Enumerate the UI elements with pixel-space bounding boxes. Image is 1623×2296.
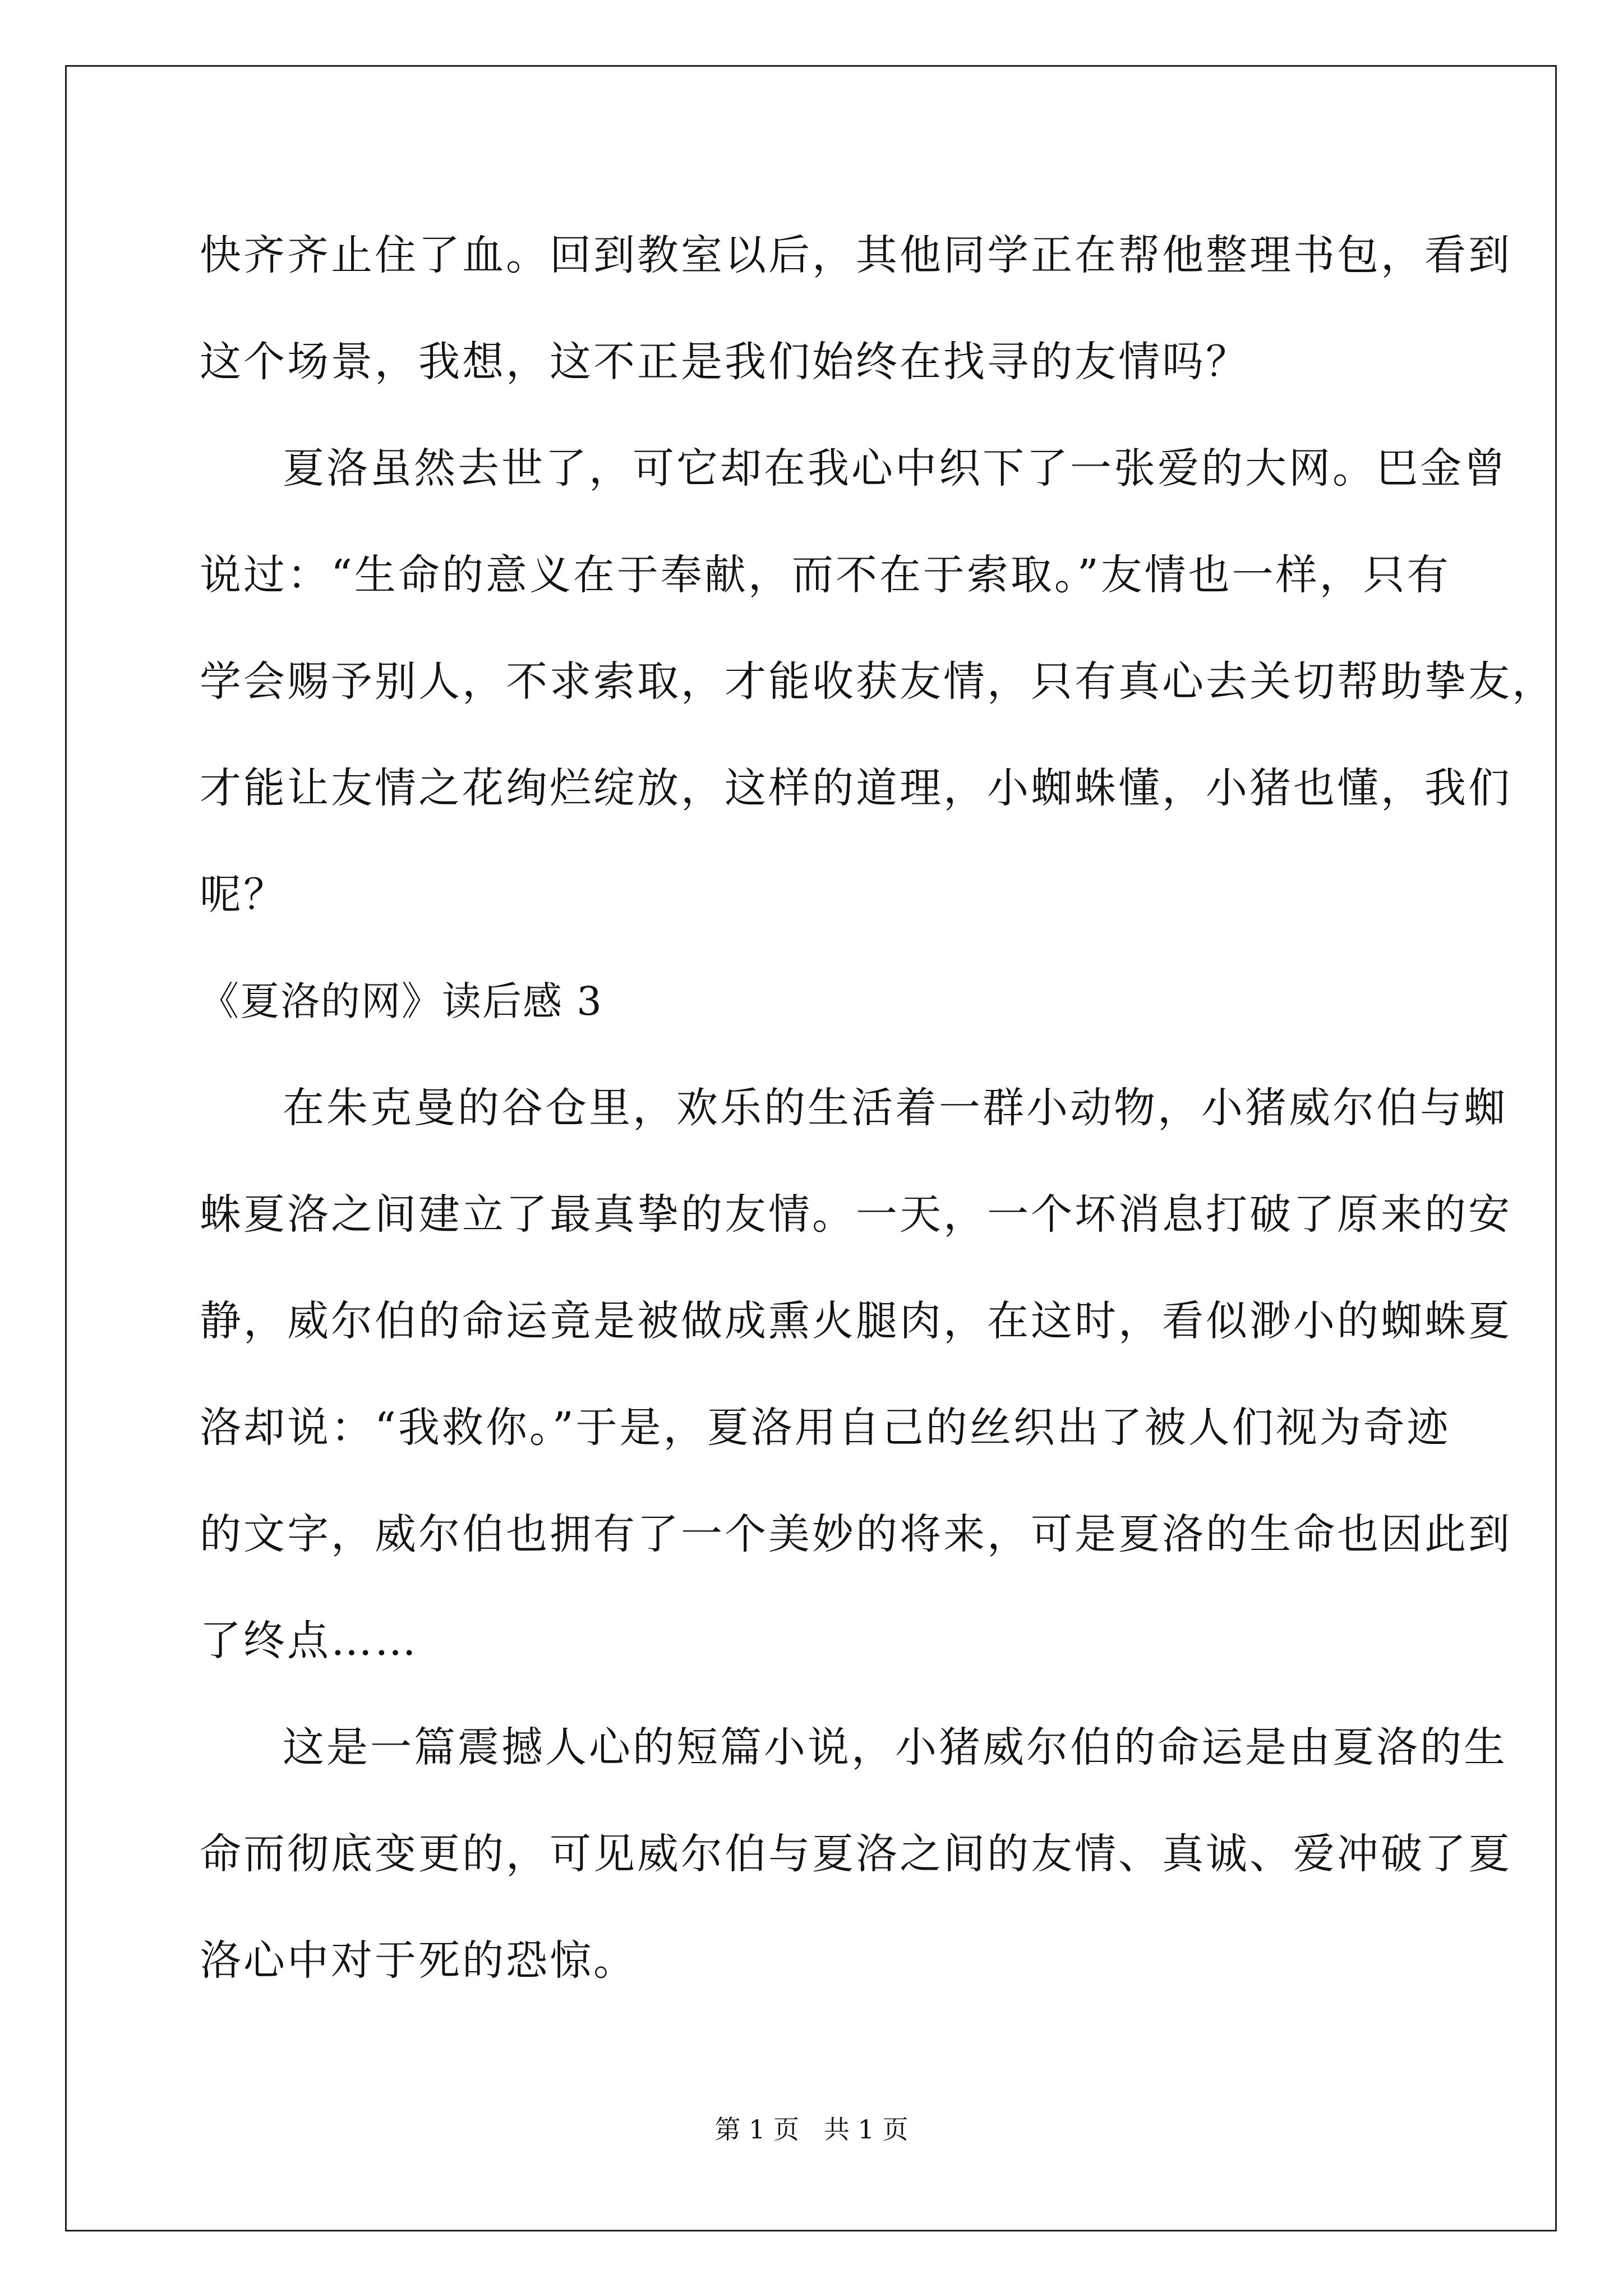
paragraph [200,202,1512,415]
text-line: 洛却说：“我救你。”于是，夏洛用自己的丝织出了被人们视为奇迹 [200,1404,1451,1452]
text-line: 这是一篇震撼人心的短篇小说，小猪威尔伯的命运是由夏洛的生 [283,1723,1507,1772]
text-line: 呢？ [200,871,287,919]
text-line: 静，威尔伯的命运竟是被做成熏火腿肉，在这时，看似渺小的蜘蛛夏 [200,1297,1512,1345]
text-line: 在朱克曼的谷仓里，欢乐的生活着一群小动物，小猪威尔伯与蜘 [283,1084,1507,1132]
page-total: 共 1 页 [824,2114,909,2145]
text-line: 命而彻底变更的，可见威尔伯与夏洛之间的友情、真诚、爱冲破了夏 [200,1830,1512,1878]
text-line: 夏洛虽然去世了，可它却在我心中织下了一张爱的大网。巴金曾 [283,444,1507,493]
text-line: 才能让友情之花绚烂绽放，这样的道理，小蜘蛛懂，小猪也懂，我们 [200,764,1512,812]
text-line: 的文字，威尔伯也拥有了一个美妙的将来，可是夏洛的生命也因此到 [200,1510,1512,1558]
page-footer [0,2109,1623,2146]
section-heading: 《夏洛的网》读后感 3 [200,978,603,1024]
paragraph [200,1055,1512,1694]
paragraph [200,415,1556,948]
text-line: 说过：“生命的意义在于奉献，而不在于索取。”友情也一样，只有 [200,551,1451,599]
paragraph [200,1694,1512,2014]
document-body [200,202,1556,2014]
text-line: 蛛夏洛之间建立了最真挚的友情。一天，一个坏消息打破了原来的安 [200,1190,1512,1239]
text-line: 了终点…… [200,1617,418,1665]
text-line: 洛心中对于死的恐惊。 [200,1936,637,1985]
text-line: 快齐齐止住了血。回到教室以后，其他同学正在帮他整理书包，看到 [200,231,1512,279]
text-line: 学会赐予别人，不求索取，才能收获友情，只有真心去关切帮助挚友， [200,657,1556,706]
page-number: 第 1 页 [714,2114,799,2145]
text-line: 这个场景，我想，这不正是我们始终在找寻的友情吗？ [200,338,1249,386]
